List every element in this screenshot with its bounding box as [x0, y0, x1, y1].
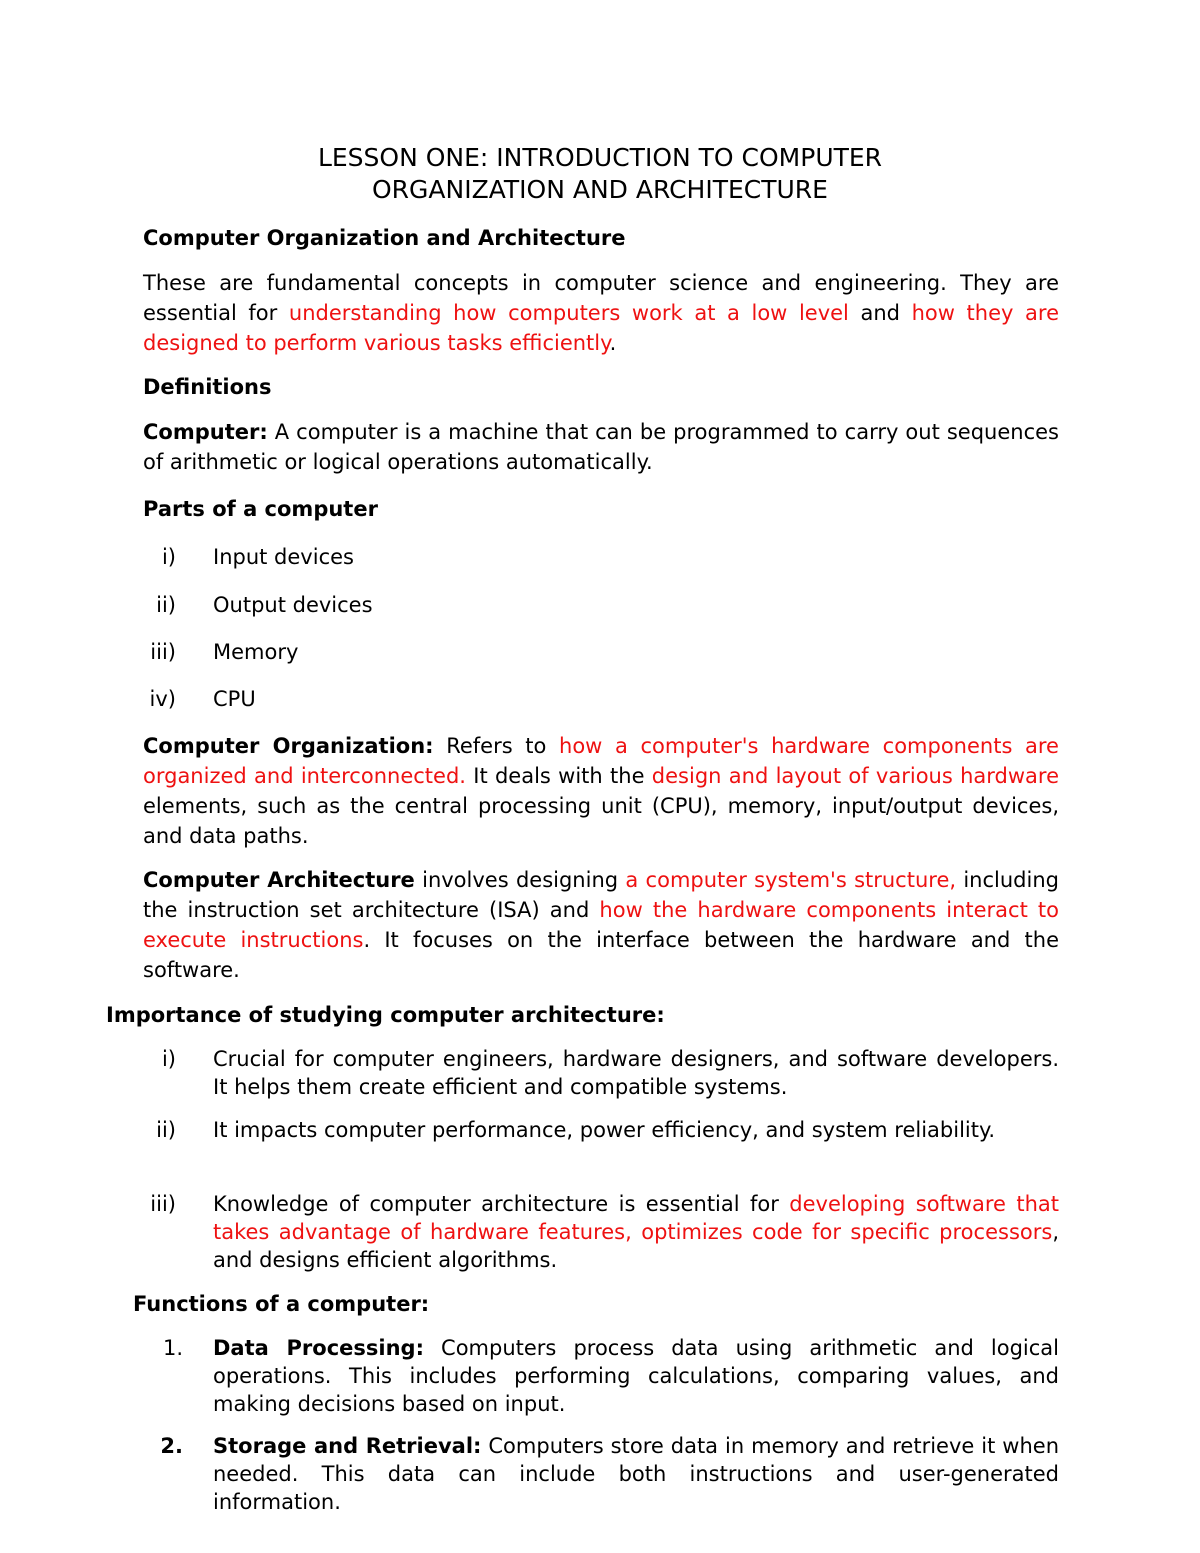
organization-term: Computer Organization:	[143, 734, 434, 758]
paragraph-computer-definition	[143, 417, 1059, 477]
list-item	[143, 1334, 1059, 1418]
list-item	[143, 542, 1059, 572]
importance-highlight: developing software that takes advantage of hardware features, optimizes code for specific processors	[213, 1192, 1059, 1244]
page-title	[0, 142, 1200, 206]
heading-importance: Importance of studying computer architecture:	[106, 1003, 665, 1027]
organization-text-2: It deals with the	[465, 764, 652, 788]
list-item	[143, 637, 1059, 667]
paragraph-architecture	[143, 865, 1059, 985]
paragraph-organization	[143, 731, 1059, 851]
architecture-highlight-1: a computer system's structure,	[625, 868, 957, 892]
heading-parts: Parts of a computer	[143, 497, 378, 521]
list-text: Input devices	[213, 545, 354, 569]
function-term: Data Processing:	[213, 1336, 424, 1360]
architecture-text-3: . It focuses on the interface between the hardware and the software.	[143, 928, 1059, 982]
list-text	[213, 1432, 1059, 1516]
list-text	[213, 1334, 1059, 1418]
heading-coa: Computer Organization and Architecture	[143, 226, 626, 250]
list-text: It impacts computer performance, power efficiency, and system reliability.	[213, 1118, 996, 1142]
heading-functions: Functions of a computer:	[133, 1292, 430, 1316]
list-item	[143, 1045, 1059, 1101]
coa-text-3: .	[609, 331, 617, 355]
list-marker: iii)	[150, 1192, 176, 1216]
organization-text-3: elements, such as the central processing unit (CPU), memory, input/output devices, and data paths.	[143, 794, 1059, 848]
architecture-text-1: involves designing	[414, 868, 626, 892]
list-marker: i)	[161, 1047, 176, 1071]
list-marker: 2.	[160, 1434, 183, 1458]
importance-text-2: , and designs efficient algorithms.	[213, 1220, 1059, 1272]
list-marker: iv)	[149, 687, 176, 711]
list-item	[143, 1190, 1059, 1274]
coa-text-2: and	[848, 301, 912, 325]
paragraph-coa-intro	[143, 268, 1059, 358]
list-marker: i)	[161, 545, 176, 569]
list-text: CPU	[213, 687, 256, 711]
function-text: Computers store data in memory and retrieve it when needed. This data can include both instructions and user-generated information.	[213, 1434, 1060, 1514]
organization-highlight-1: how a computer's hardware components are organized and interconnected.	[143, 734, 1059, 788]
function-text: Computers process data using arithmetic and logical operations. This includes performing calculations, comparing values, and making decisions based on input.	[213, 1336, 1059, 1416]
list-marker: ii)	[156, 1118, 176, 1142]
organization-text-1: Refers to	[433, 734, 560, 758]
list-marker: iii)	[150, 640, 176, 664]
importance-text-1: Knowledge of computer architecture is essential for	[213, 1192, 790, 1216]
list-item	[143, 590, 1059, 620]
title-line-2: ORGANIZATION AND ARCHITECTURE	[372, 175, 828, 204]
architecture-highlight-2: how the hardware components interact to execute instructions	[143, 898, 1059, 952]
list-text	[213, 1190, 1059, 1274]
architecture-term: Computer Architecture	[143, 868, 415, 892]
list-marker: 1.	[162, 1336, 183, 1360]
computer-term: Computer:	[143, 420, 268, 444]
title-line-1: LESSON ONE: INTRODUCTION TO COMPUTER	[317, 143, 883, 172]
coa-highlight-1: understanding how computers work at a low level	[288, 301, 849, 325]
list-text: Output devices	[213, 593, 373, 617]
list-item	[143, 684, 1059, 714]
heading-definitions: Definitions	[143, 375, 272, 399]
coa-highlight-2: how they are designed to perform various tasks efficiently	[143, 301, 1060, 355]
architecture-text-2: including the instruction set architecture (ISA) and	[143, 868, 1059, 922]
computer-definition: A computer is a machine that can be programmed to carry out sequences of arithmetic or logical operations automatically.	[143, 420, 1059, 474]
organization-highlight-2: design and layout of various hardware	[651, 764, 1060, 788]
list-text: Memory	[213, 640, 299, 664]
list-item	[143, 1432, 1059, 1516]
list-item	[143, 1116, 1059, 1144]
coa-text-1: These are fundamental concepts in computer science and engineering. They are essential for	[143, 271, 1059, 325]
list-marker: ii)	[156, 593, 176, 617]
function-term: Storage and Retrieval:	[213, 1434, 482, 1458]
list-text: Crucial for computer engineers, hardware designers, and software developers. It helps them create efficient and compatible systems.	[213, 1047, 1059, 1099]
